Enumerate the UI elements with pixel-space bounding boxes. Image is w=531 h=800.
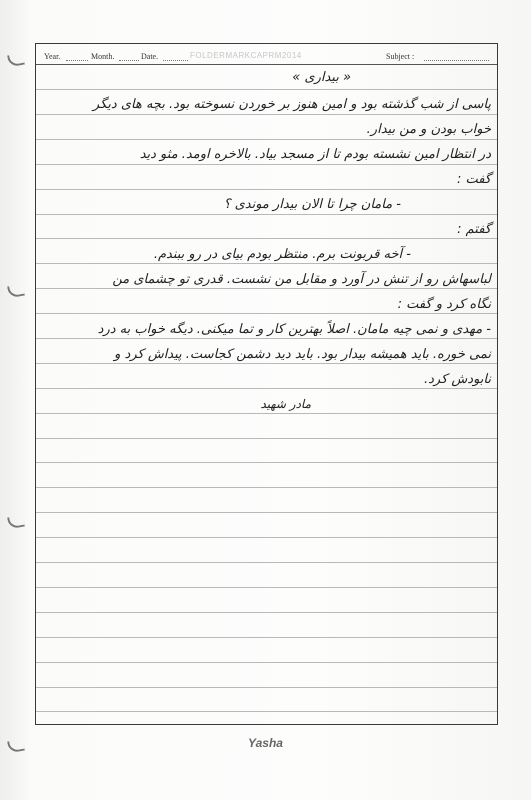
ruled-line xyxy=(36,612,497,613)
binder-hole-icon xyxy=(7,284,25,299)
ruled-line xyxy=(36,537,497,538)
essay-title: « بیداری » xyxy=(292,70,351,85)
binder-hole-icon xyxy=(7,53,25,68)
signature: مادر شهید xyxy=(260,397,311,411)
ruled-line xyxy=(36,164,497,165)
ruled-line xyxy=(36,637,497,638)
ruled-line xyxy=(36,363,497,364)
header-rule xyxy=(36,64,497,65)
ruled-line xyxy=(36,189,497,190)
month-label: Month. xyxy=(91,52,115,61)
ruled-line xyxy=(36,263,497,264)
ruled-line xyxy=(36,662,497,663)
ruled-line xyxy=(36,462,497,463)
ruled-line xyxy=(36,139,497,140)
ruled-line xyxy=(36,487,497,488)
ruled-line xyxy=(36,114,497,115)
ruled-line xyxy=(36,313,497,314)
text-line: نگاه کرد و گفت : xyxy=(397,297,491,312)
ruled-line xyxy=(36,338,497,339)
text-line: - مهدی و نمی چیه مامان. اصلاً بهترین کار و تما میکنی. دیگه خواب به درد xyxy=(97,322,491,337)
text-line: در انتظار امین نشسته بودم تا از مسجد بیاد. بالاخره اومد. مثو دید xyxy=(139,147,491,162)
year-label: Year. xyxy=(44,52,61,61)
ruled-line xyxy=(36,288,497,289)
ruled-line xyxy=(36,89,497,90)
ruled-line xyxy=(36,587,497,588)
yasha-brand-logo: Yasha xyxy=(248,736,283,750)
ruled-line xyxy=(36,687,497,688)
ruled-line xyxy=(36,413,497,414)
subject-label: Subject : xyxy=(386,52,415,61)
text-line: گفت : xyxy=(456,172,491,187)
text-line: - مامان چرا تا الان بیدار موندی ؟ xyxy=(223,197,401,212)
text-line: نابودش کرد. xyxy=(424,372,491,387)
text-line: پاسی از شب گذشته بود و امین هنوز بر خوردن نسوخته بود. بچه های دیگر xyxy=(92,97,491,112)
text-line: - آخه قربونت برم. منتظر بودم بیای در رو ببندم. xyxy=(153,247,411,262)
text-line: نمی خوره. باید همیشه بیدار بود. باید دید دشمن کجاست. پیداش کرد و xyxy=(114,347,491,362)
text-line: خواب بودن و من بیدار. xyxy=(366,122,491,137)
faint-brand-text: FOLDERMARKCAPRM2014 xyxy=(190,51,302,60)
ruled-line xyxy=(36,388,497,389)
text-line: لباسهاش رو از تنش در آورد و مقابل من نشست. قدری تو چشمای من xyxy=(112,272,491,287)
date-label: Date. xyxy=(141,52,159,61)
ruled-line xyxy=(36,438,497,439)
ruled-line xyxy=(36,512,497,513)
ruled-line xyxy=(36,562,497,563)
binder-hole-icon xyxy=(7,515,25,530)
ruled-line xyxy=(36,214,497,215)
ruled-line xyxy=(36,711,497,712)
ruled-line xyxy=(36,238,497,239)
text-line: گفتم : xyxy=(457,222,491,237)
